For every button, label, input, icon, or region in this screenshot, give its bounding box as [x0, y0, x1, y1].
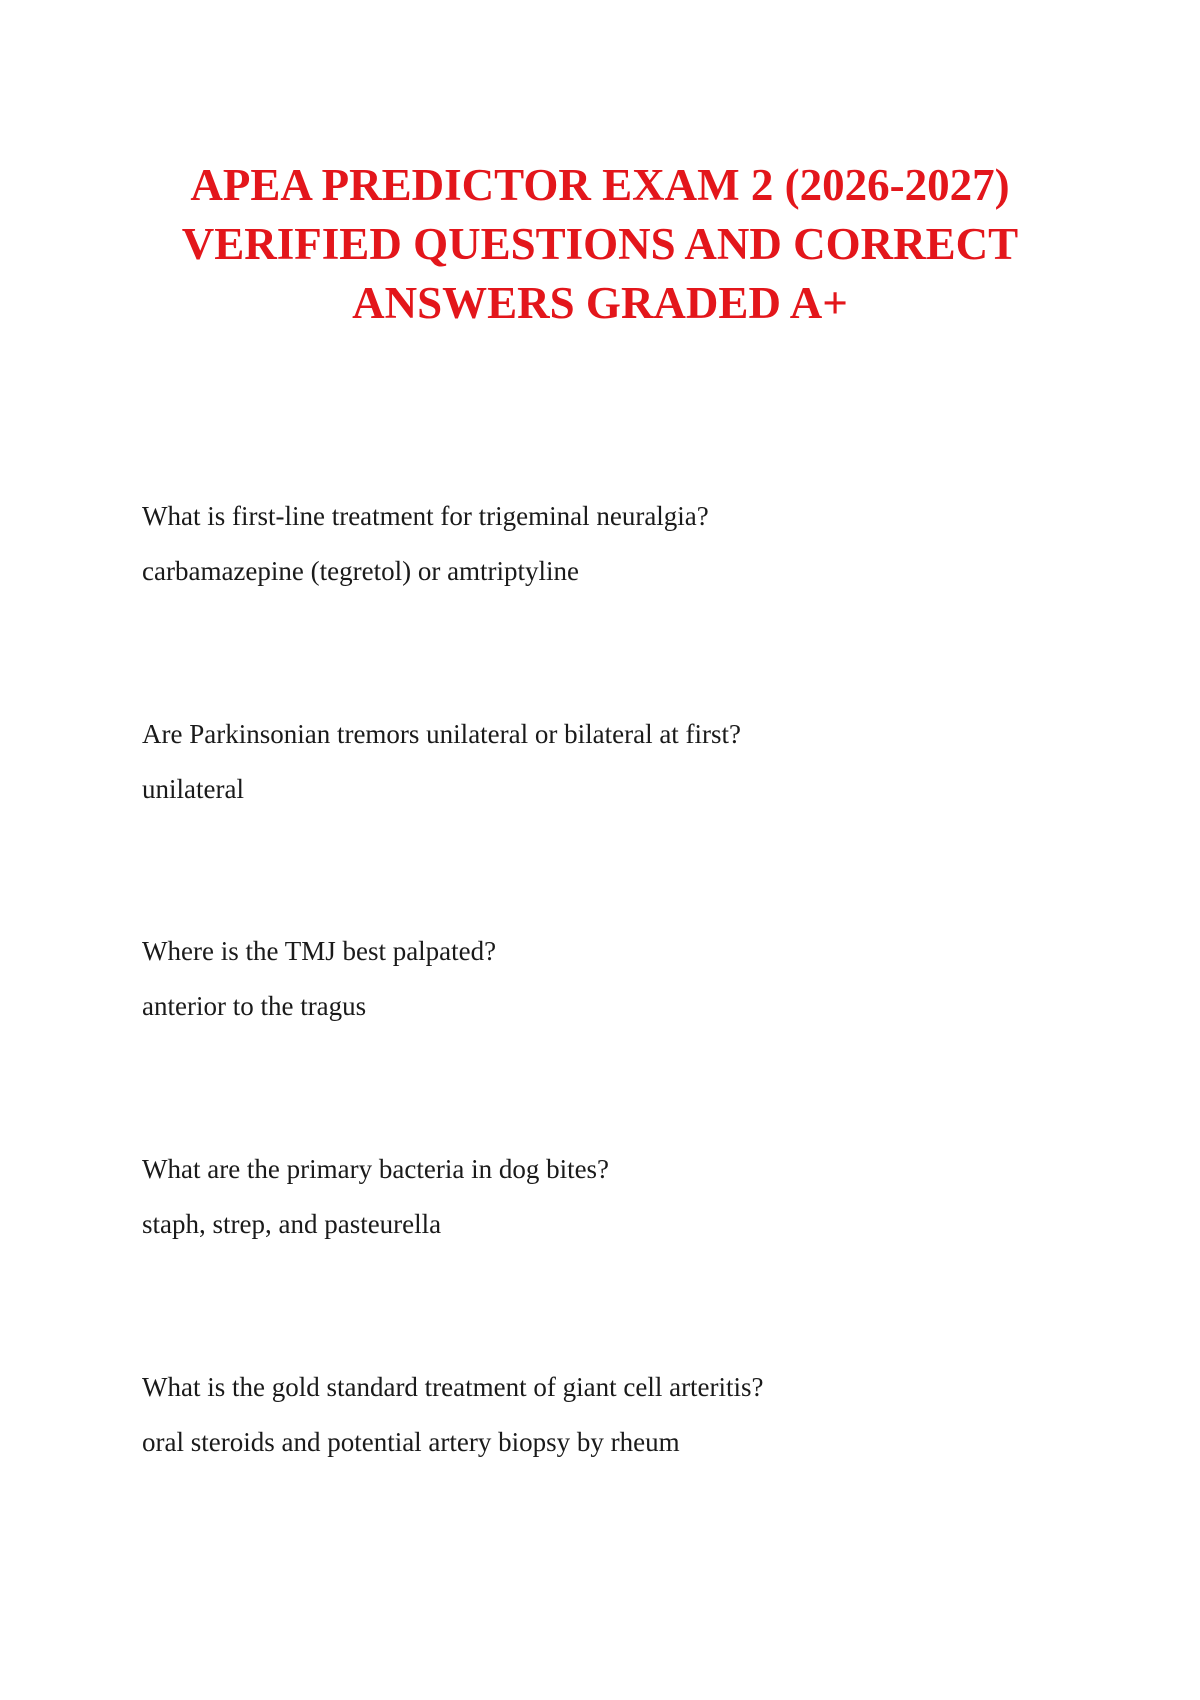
qa-item: [142, 933, 1102, 1024]
document-title: [100, 156, 1100, 333]
qa-item: [142, 1369, 1102, 1460]
title-line-2: VERIFIED QUESTIONS AND CORRECT: [181, 219, 1019, 269]
question-text: What is the gold standard treatment of giant cell arteritis?: [142, 1372, 764, 1402]
qa-item: [142, 498, 1102, 589]
answer-text: carbamazepine (tegretol) or amtriptyline: [142, 556, 580, 586]
question-text: Where is the TMJ best palpated?: [142, 936, 497, 966]
question-text: What are the primary bacteria in dog bites?: [142, 1154, 610, 1184]
title-line-3: ANSWERS GRADED A+: [352, 278, 848, 328]
qa-item: [142, 1151, 1102, 1242]
question-text: What is first-line treatment for trigeminal neuralgia?: [142, 501, 709, 531]
answer-text: oral steroids and potential artery biopsy by rheum: [142, 1427, 680, 1457]
answer-text: anterior to the tragus: [142, 991, 367, 1021]
question-text: Are Parkinsonian tremors unilateral or bilateral at first?: [142, 719, 742, 749]
title-line-1: APEA PREDICTOR EXAM 2 (2026-2027): [190, 160, 1010, 210]
answer-text: staph, strep, and pasteurella: [142, 1209, 442, 1239]
answer-text: unilateral: [142, 774, 244, 804]
qa-item: [142, 716, 1102, 807]
